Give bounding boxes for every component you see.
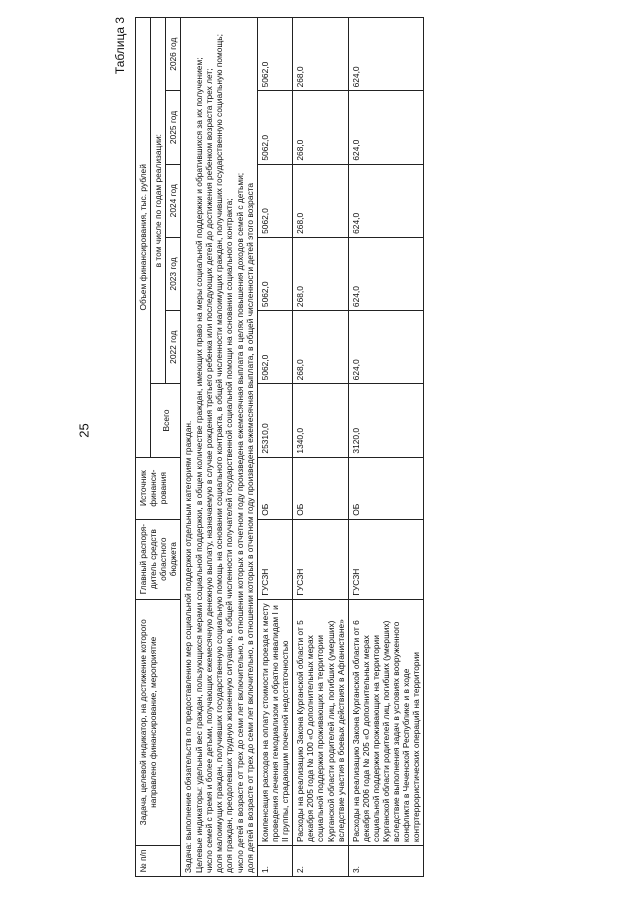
header-volume: Объем финансирования, тыс. рублей [136, 18, 151, 458]
row-task: Расходы на реализацию Закона Курганской области от 6 декабря 2006 года № 205 «О дополнительных мерах социальной поддержки проживающих на территории Курганской области родителей лиц, погибших (умерших) вследствие выполнения задач в условиях вооруженного конфликта в Чеченской Республике и в ходе контртеррористических операций на территории [348, 599, 424, 845]
row-total: 3120,0 [348, 384, 424, 457]
row-2025: 268,0 [293, 91, 348, 164]
header-total: Всего [151, 384, 181, 457]
header-year-2024: 2024 год [166, 164, 181, 237]
header-manager: Главный распоря-дитель средств областного бюджета [136, 519, 181, 599]
header-source: Источник финанси-рования [136, 457, 181, 519]
row-2025: 624,0 [348, 91, 424, 164]
header-year-2023: 2023 год [166, 237, 181, 310]
row-manager: ГУСЗН [293, 519, 348, 599]
row-manager: ГУСЗН [348, 519, 424, 599]
header-year-2022: 2022 год [166, 311, 181, 384]
row-2024: 5062,0 [258, 164, 293, 237]
task-block-row [181, 18, 258, 877]
header-by-years: в том числе по годам реализации: [151, 18, 166, 384]
header-year-2025: 2025 год [166, 91, 181, 164]
row-task: Расходы на реализацию Закона Курганской области от 5 декабря 2005 года № 100 «О дополнительных мерах социальной поддержки проживающих на территории Курганской области родителей лиц, погибших (умерших) вследствие участия в боевых действиях в Афганистане» [293, 599, 348, 845]
page-number: 25 [76, 423, 92, 438]
row-2024: 268,0 [293, 164, 348, 237]
task-block [181, 18, 258, 877]
header-num: № п/п [136, 845, 181, 876]
row-total: 25310,0 [258, 384, 293, 457]
row-2022: 624,0 [348, 311, 424, 384]
row-num: 1. [258, 845, 293, 876]
task-line: Задача: выполнение обязательств по предоставлению мер социальной поддержки отдельным категориям граждан. [183, 420, 194, 873]
row-2026: 5062,0 [258, 18, 293, 91]
row-num: 3. [348, 845, 424, 876]
row-2025: 5062,0 [258, 91, 293, 164]
row-2022: 268,0 [293, 311, 348, 384]
row-manager: ГУСЗН [258, 519, 293, 599]
row-total: 1340,0 [293, 384, 348, 457]
table-row [293, 18, 348, 877]
header-task: Задача, целевой индикатор, на достижение которого направлено финансирование, мероприятие [136, 599, 181, 845]
financing-table [135, 17, 424, 877]
task-line: число семей с тремя и более детьми, получающих ежемесячную денежную выплату, назначаемую в случае рождения третьего ребенка или последующих детей до достижения ребенком возраста трех лет; [203, 68, 214, 873]
table-caption: Таблица 3 [113, 17, 127, 75]
row-source: ОБ [293, 457, 348, 519]
table-row [348, 18, 424, 877]
task-line: доля малоимущих граждан, получивших государственную социальную помощь на основании социального контракта, в общей численности малоимущих граждан, получивших государственную социальную помощь; [214, 34, 225, 873]
row-source: ОБ [348, 457, 424, 519]
row-2026: 624,0 [348, 18, 424, 91]
row-2023: 624,0 [348, 237, 424, 310]
row-2023: 268,0 [293, 237, 348, 310]
table-row [258, 18, 293, 877]
row-2022: 5062,0 [258, 311, 293, 384]
task-line: число детей в возрасте от трех до семи лет включительно, в отношении которых в отчетном году произведена ежемесячная выплата в целях повышения доходов семей с детьми; [234, 172, 245, 873]
header-year-2026: 2026 год [166, 18, 181, 91]
row-2023: 5062,0 [258, 237, 293, 310]
row-task: Компенсация расходов на оплату стоимости проезда к месту проведения лечения гемодиализом и обратно инвалидам I и II группы, страдающим почечной недостаточностью [258, 599, 293, 845]
row-2024: 624,0 [348, 164, 424, 237]
header-row-1 [136, 18, 151, 877]
row-source: ОБ [258, 457, 293, 519]
row-2026: 268,0 [293, 18, 348, 91]
row-num: 2. [293, 845, 348, 876]
task-line: Целевые индикаторы: удельный вес граждан, пользующихся мерами социальной поддержки, в общем количестве граждан, имеющих право на меры социальной поддержки и обратившихся за их получением; [193, 57, 204, 873]
task-line: доля детей в возрасте от трех до семи лет включительно, в отношении которых в отчетном году произведена ежемесячная выплата, в общей численности детей этого возраста [244, 182, 255, 873]
rotated-sheet [113, 17, 598, 877]
task-line: доля граждан, преодолевших трудную жизненную ситуацию, в общей численности получателей государственной социальной помощи на основании социального контракта; [224, 198, 235, 873]
